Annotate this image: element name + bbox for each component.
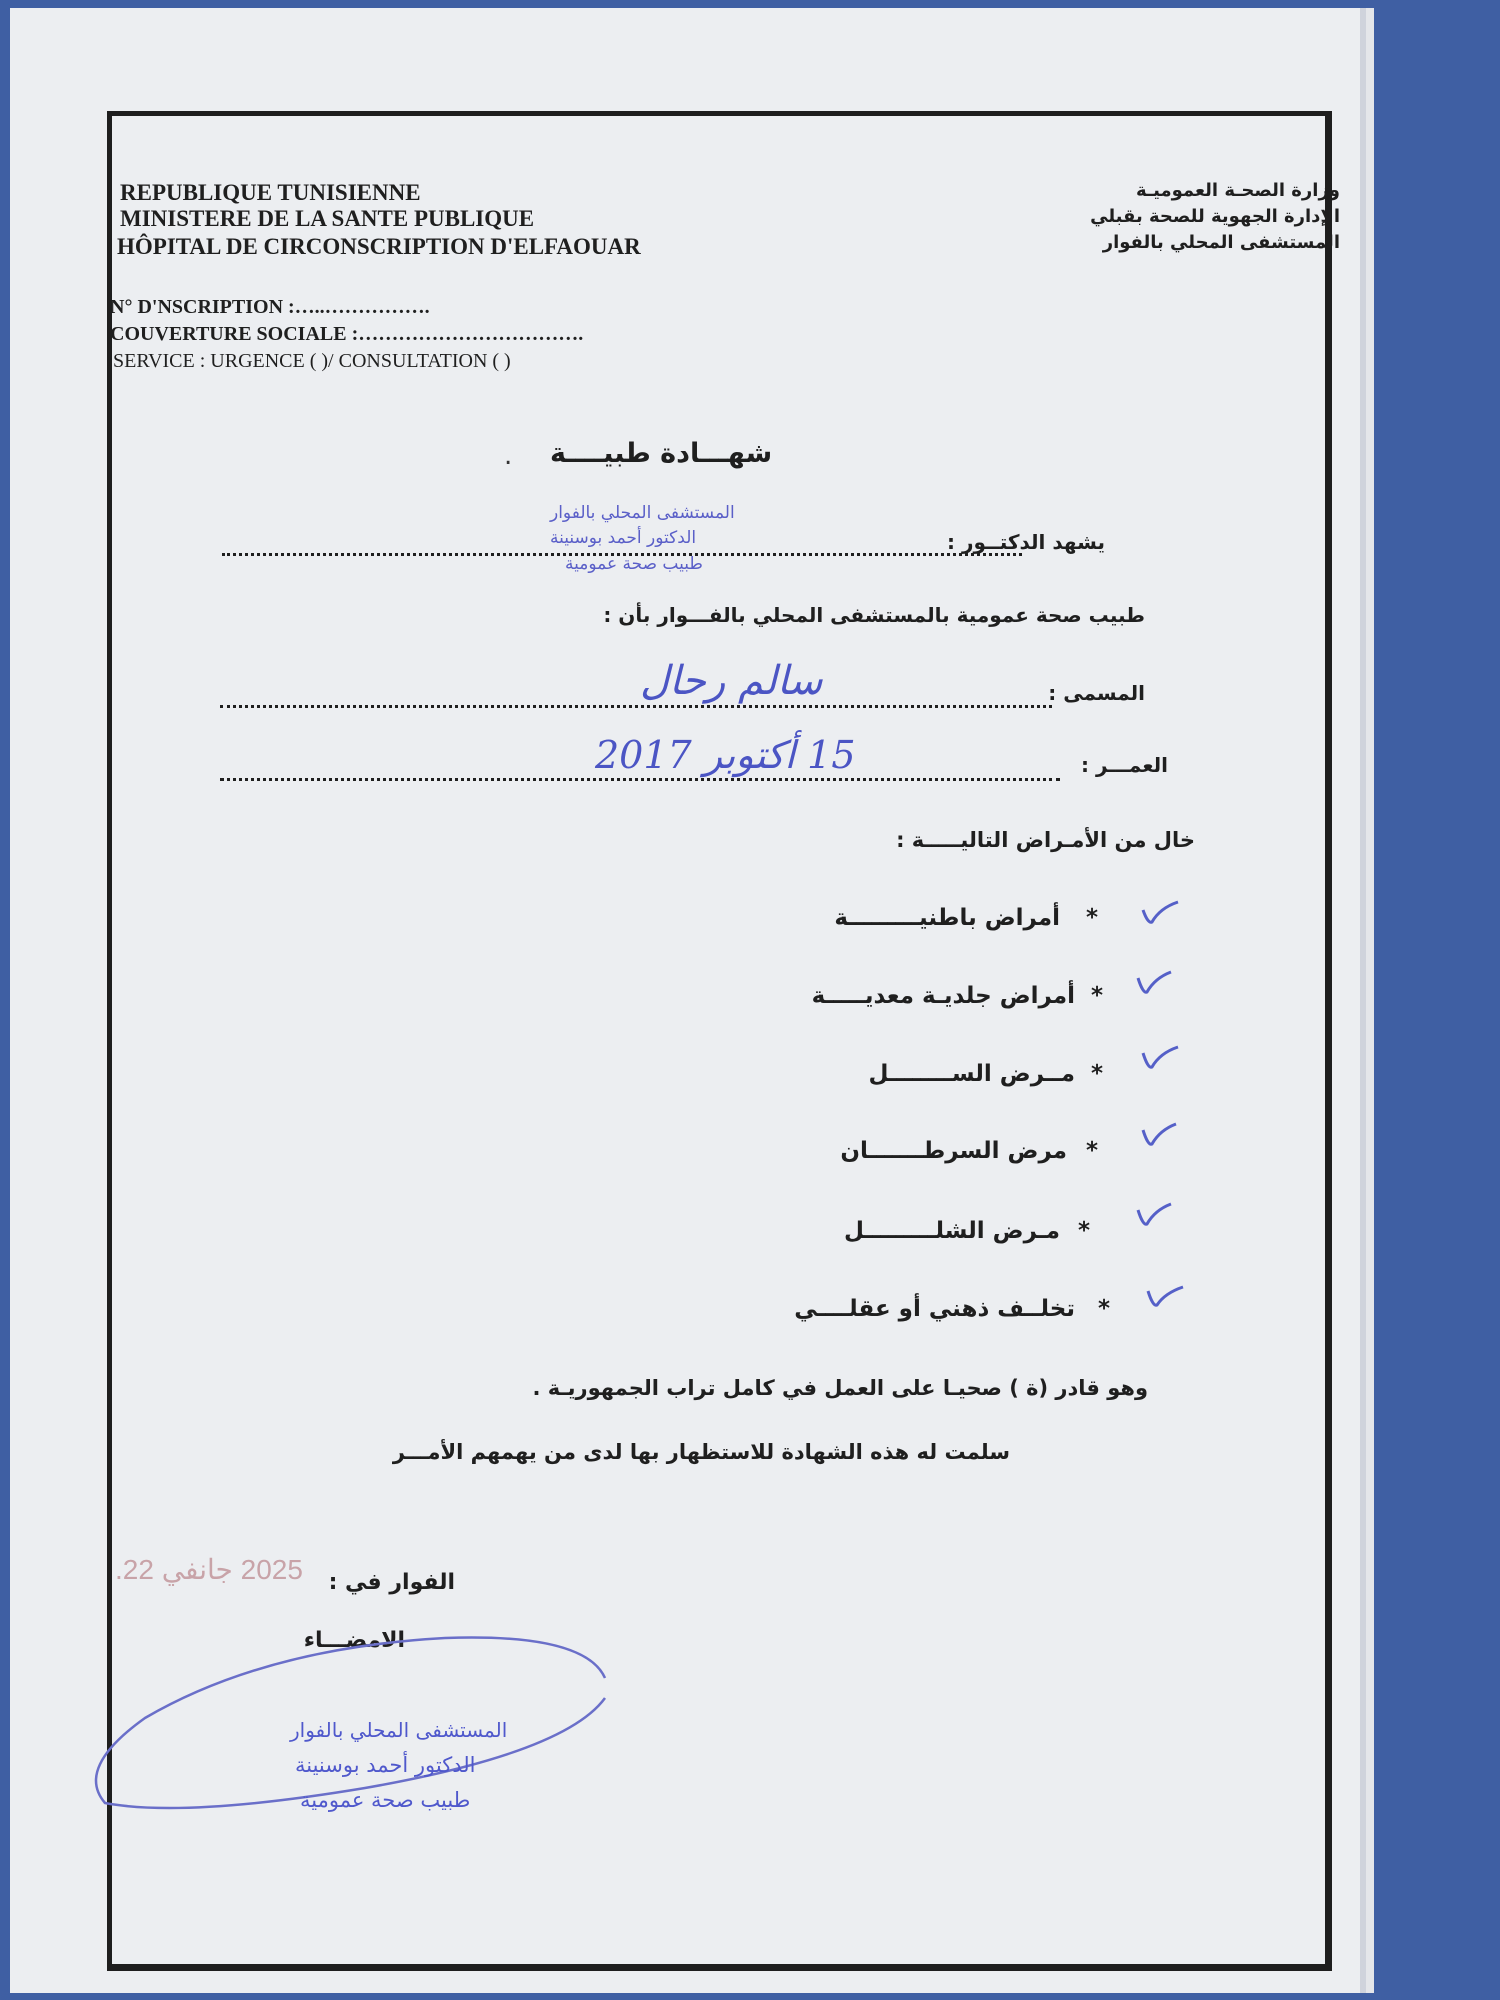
check-icon xyxy=(1140,1120,1182,1150)
header-ar-hospital: المستشفى المحلي بالفوار xyxy=(1102,232,1340,253)
name-label: المسمى : xyxy=(1048,681,1145,705)
check-icon xyxy=(1135,968,1177,998)
stamp-top-line3: طبيب صحة عمومية xyxy=(565,554,703,574)
name-dotted-line xyxy=(220,705,1052,708)
fitness-statement: وهو قادر (ة ) صحيـا على العمل في كامل تراب الجمهوريـة . xyxy=(532,1376,1148,1400)
birthdate-handwritten: 15 أكتوبر 2017 xyxy=(595,733,856,777)
diseases-intro: خال من الأمـراض التاليـــــة : xyxy=(896,828,1195,852)
paper-sheet xyxy=(10,8,1360,1993)
header-ar-region: الإدارة الجهوية للصحة بقبلي xyxy=(1090,206,1340,227)
delivered-statement: سلمت له هذه الشهادة للاستظهار بها لدى من يهمهم الأمـــر xyxy=(392,1440,1010,1464)
stamp-top-line2: الدكتور أحمد بوسنينة xyxy=(550,528,697,548)
header-fr-ministry: MINISTERE DE LA SANTE PUBLIQUE xyxy=(120,206,535,231)
disease-mental: تخلــف ذهني أو عقلــــي xyxy=(794,1296,1075,1322)
date-stamp: 2025 جانفي 22. xyxy=(115,1554,303,1585)
bullet-6: * xyxy=(1097,1296,1110,1322)
check-icon xyxy=(1140,898,1182,928)
disease-internal: أمراض باطنيـــــــــة xyxy=(834,905,1060,931)
header-fr-republic: REPUBLIQUE TUNISIENNE xyxy=(120,180,421,205)
disease-cancer: مرض السرطـــــــان xyxy=(840,1138,1067,1164)
stamp-bottom-line2: الدكتور أحمد بوسنينة xyxy=(295,1753,476,1777)
stamp-bottom-line1: المستشفى المحلي بالفوار xyxy=(290,1718,508,1742)
check-icon xyxy=(1145,1283,1187,1313)
patient-name-handwritten: سالم رحال xyxy=(640,658,823,704)
certificate-title: شهـــادة طبيــــة xyxy=(550,438,773,469)
doctor-label: يشهد الدكتــور : xyxy=(947,530,1105,554)
bullet-5: * xyxy=(1077,1218,1090,1244)
couverture-field: COUVERTURE SOCIALE :……………………………. xyxy=(110,323,584,345)
bullet-3: * xyxy=(1090,1061,1103,1087)
disease-tuberculosis: مــرض الســــــــل xyxy=(868,1061,1075,1087)
check-icon xyxy=(1140,1043,1182,1073)
bullet-2: * xyxy=(1090,983,1103,1009)
stamp-bottom-line3: طبيب صحة عمومية xyxy=(300,1788,471,1812)
header-ar-ministry: وزارة الصحـة العموميـة xyxy=(1136,180,1340,201)
service-field: SERVICE : URGENCE ( )/ CONSULTATION ( ) xyxy=(113,350,511,372)
check-icon xyxy=(1135,1200,1177,1230)
age-label: العمـــر : xyxy=(1081,753,1168,777)
doctor-role: طبيب صحة عمومية بالمستشفى المحلي بالفـــوار بأن : xyxy=(603,603,1145,627)
stamp-top-line1: المستشفى المحلي بالفوار xyxy=(550,503,735,523)
signature-label: الامضـــاء xyxy=(303,1628,405,1653)
title-dot: . xyxy=(504,441,513,471)
header-fr-hospital: HÔPITAL DE CIRCONSCRIPTION D'ELFAOUAR xyxy=(117,234,641,259)
disease-paralysis: مـرض الشلـــــــــل xyxy=(844,1218,1060,1244)
bullet-4: * xyxy=(1085,1138,1098,1164)
age-dotted-line xyxy=(220,778,1060,781)
bullet-1: * xyxy=(1085,905,1098,931)
disease-skin: أمراض جلديـة معديـــــة xyxy=(811,983,1075,1009)
inscription-field: N° D'NSCRIPTION :…..……………. xyxy=(110,296,430,318)
place-label: الفوار في : xyxy=(328,1570,455,1595)
